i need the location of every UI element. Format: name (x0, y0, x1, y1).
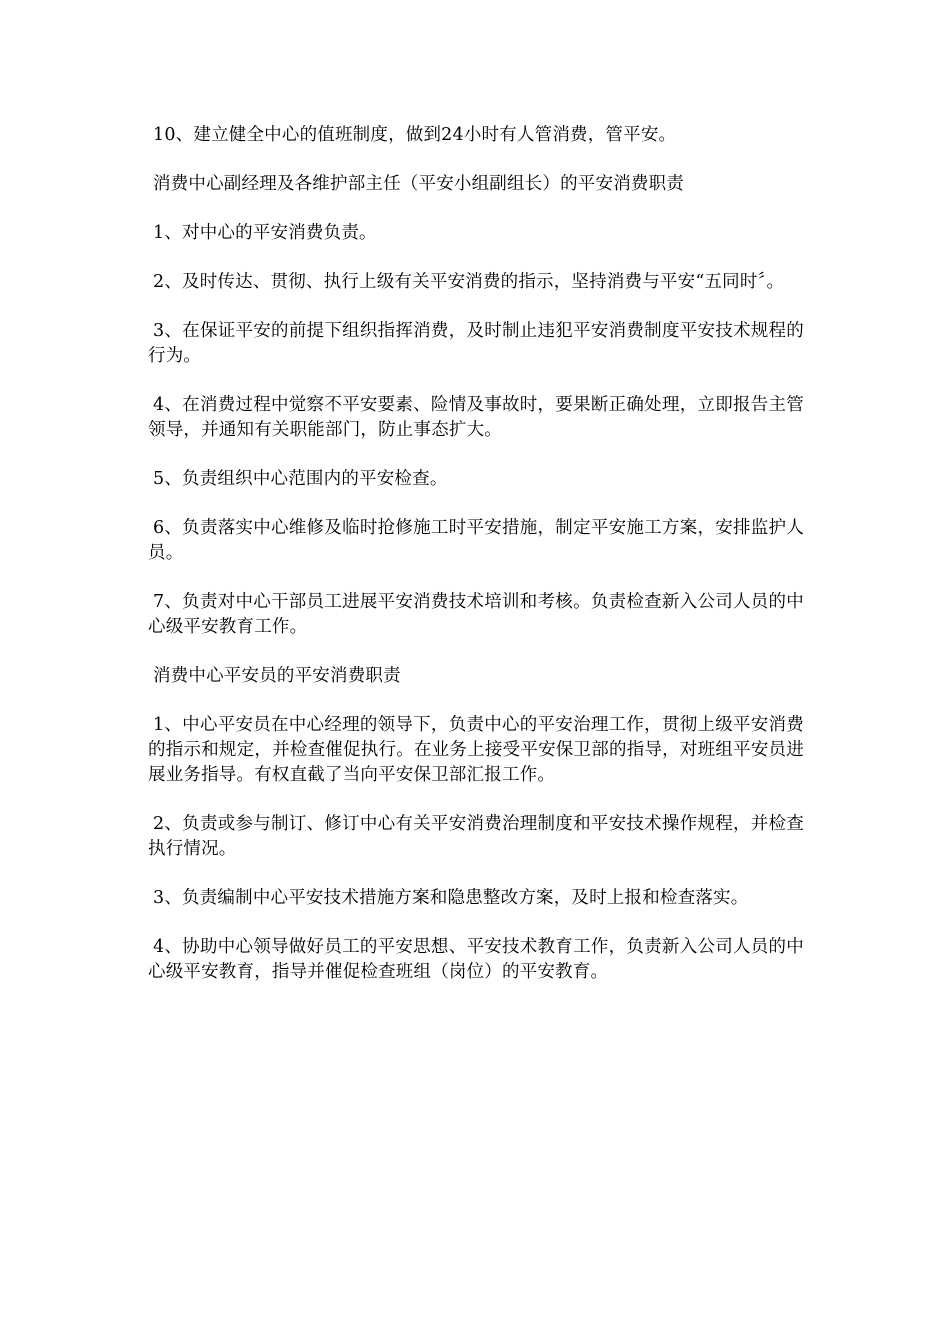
paragraph-deputy-item-5: 5、负责组织中心范围内的平安检查。 (153, 469, 448, 489)
section-heading-deputy-manager-duties: 消费中心副经理及各维护部主任（平安小组副组长）的平安消费职责 (153, 174, 684, 194)
paragraph-deputy-item-2: 2、及时传达、贯彻、执行上级有关平安消费的指示，坚持消费与平安“五同时〞。 (153, 272, 785, 292)
paragraph-duty-item-10: 10、建立健全中心的值班制度，做到24小时有人管消费，管平安。 (153, 125, 677, 145)
section-heading-safety-officer-duties: 消费中心平安员的平安消费职责 (153, 666, 401, 686)
paragraph-officer-item-3: 3、负责编制中心平安技术措施方案和隐患整改方案，及时上报和检查落实。 (153, 888, 749, 908)
paragraph-deputy-item-4: 4、在消费过程中觉察不平安要素、险情及事故时，要果断正确处理，立即报告主管领导，并通知有关职能部门，防止事态扩大。 (148, 395, 804, 440)
paragraph-deputy-item-3: 3、在保证平安的前提下组织指挥消费，及时制止违犯平安消费制度平安技术规程的行为。 (148, 321, 804, 366)
paragraph-deputy-item-6: 6、负责落实中心维修及临时抢修施工时平安措施，制定平安施工方案，安排监护人员。 (148, 518, 804, 563)
paragraph-officer-item-4: 4、协助中心领导做好员工的平安思想、平安技术教育工作，负责新入公司人员的中心级平安教育，指导并催促检查班组（岗位）的平安教育。 (148, 937, 804, 982)
paragraph-officer-item-2: 2、负责或参与制订、修订中心有关平安消费治理制度和平安技术操作规程，并检查执行情况。 (148, 814, 804, 859)
document-body (148, 123, 804, 1009)
paragraph-deputy-item-7: 7、负责对中心干部员工进展平安消费技术培训和考核。负责检查新入公司人员的中心级平安教育工作。 (148, 592, 804, 637)
paragraph-deputy-item-1: 1、对中心的平安消费负责。 (153, 223, 377, 243)
paragraph-officer-item-1: 1、中心平安员在中心经理的领导下，负责中心的平安治理工作，贯彻上级平安消费的指示和规定，并检查催促执行。在业务上接受平安保卫部的指导，对班组平安员进展业务指导。有权直截了当向平安保卫部汇报工作。 (148, 715, 804, 785)
